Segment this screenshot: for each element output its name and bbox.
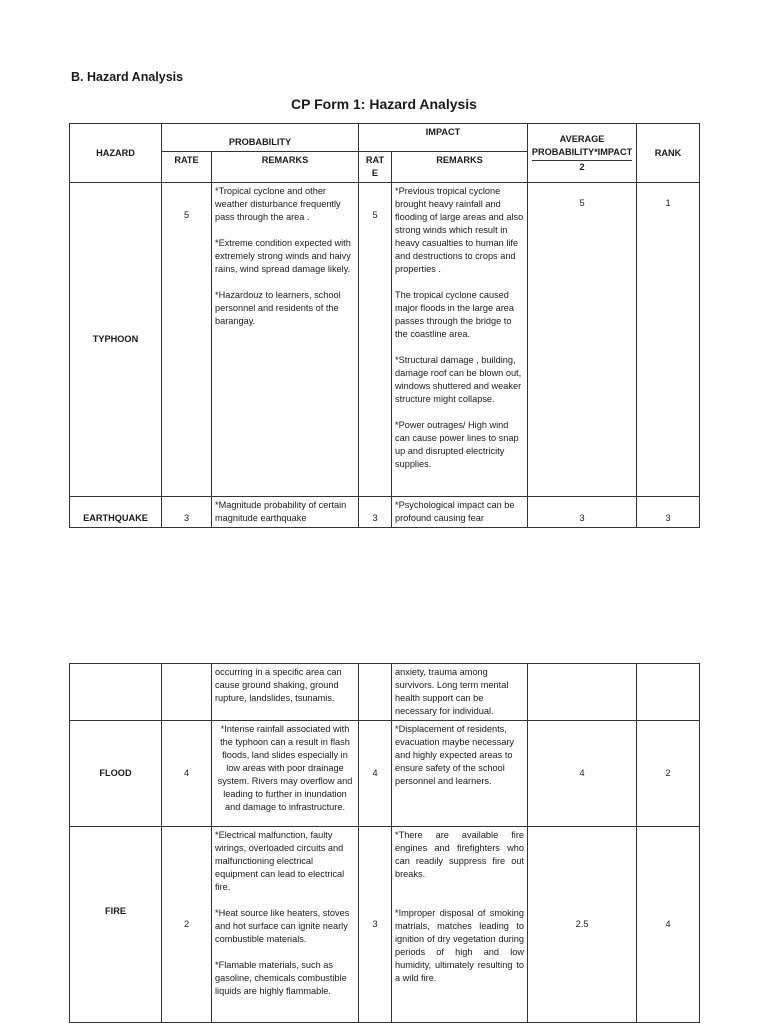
- header-average-label: AVERAGE: [559, 133, 605, 144]
- rank-value: 2: [637, 721, 700, 827]
- impact-remarks: *Psychological impact can be profound causing fear: [392, 497, 528, 528]
- average-value: 2.5: [528, 827, 637, 1023]
- impact-rate: 4: [359, 721, 392, 827]
- impact-remarks: *Previous tropical cyclone brought heavy rainfall and flooding of large areas and also strong winds which result in heavy casualties to human life and destructions to crops and properties . The tropical cyclone caused major floods in the large area passes through the bridge to the coastline area. *Structural damage , building, damage roof can be blown out, windows shuttered and weaker structure might collapse. *Power outrages/ High wind can cause power lines to snap up and disrupted electricity supplies.: [392, 183, 528, 497]
- probability-remarks: *Electrical malfunction, faulty wirings, overloaded circuits and malfunctioning electrical equipment can lead to electrical fire. *Heat source like heaters, stoves and hot surface can ignite nearly combustible materials. *Flamable materials, such as gasoline, chemicals combustible liquids are highly flammable.: [212, 827, 359, 1023]
- probability-remarks: *Magnitude probability of certain magnitude earthquake: [212, 497, 359, 528]
- impact-rate: 3: [359, 497, 392, 528]
- impact-remarks: *There are available fire engines and firefighters who can readily suppress fire out breaks. *Improper disposal of smoking matrials, matches leading to ignition of dry vegetation during periods of high and low humidity, ultimately resulting to a wild fire.: [392, 827, 528, 1023]
- rank-value: 4: [637, 827, 700, 1023]
- section-heading: B. Hazard Analysis: [71, 70, 184, 84]
- impact-remarks: anxiety, trauma among survivors. Long term mental health support can be necessary for individual.: [392, 664, 528, 721]
- impact-rate: 3: [359, 827, 392, 1023]
- probability-rate: 2: [162, 827, 212, 1023]
- hazard-name: TYPHOON: [70, 183, 162, 497]
- table-row-earthquake-continued: [70, 664, 700, 721]
- probability-remarks: *Intense rainfall associated with the typhoon can a result in flash floods, land slides especially in low areas with poor drainage system. Rivers may overflow and leading to further in inundation and damage to infrastructure.: [212, 721, 359, 827]
- average-value: 3: [528, 497, 637, 528]
- rank-value: 3: [637, 497, 700, 528]
- probability-rate: 5: [162, 183, 212, 497]
- average-value: 5: [528, 183, 637, 497]
- header-impact-rate: RAT E: [359, 152, 392, 183]
- rank-value: 1: [637, 183, 700, 497]
- header-average: [528, 124, 637, 183]
- probability-rate: 3: [162, 497, 212, 528]
- table-row-typhoon: [70, 183, 700, 497]
- header-probability: PROBABILITY: [162, 124, 359, 152]
- impact-rate: 5: [359, 183, 392, 497]
- header-hazard: HAZARD: [70, 124, 162, 183]
- header-prob-remarks: REMARKS: [212, 152, 359, 183]
- average-value: 4: [528, 721, 637, 827]
- header-average-formula: PROBABILITY*IMPACT: [532, 146, 632, 161]
- hazard-name: FIRE: [70, 827, 162, 1023]
- table-row-earthquake: [70, 497, 700, 528]
- hazard-name: EARTHQUAKE: [70, 497, 162, 528]
- hazard-analysis-table-part-2: [69, 663, 700, 1023]
- header-impact: IMPACT: [359, 124, 528, 152]
- table-row-flood: [70, 721, 700, 827]
- header-rank: RANK: [637, 124, 700, 183]
- hazard-analysis-table-part-1: [69, 123, 700, 528]
- impact-remarks: *Displacement of residents, evacuation maybe necessary and highly expected areas to ensure safety of the school personnel and learners.: [392, 721, 528, 827]
- form-title: CP Form 1: Hazard Analysis: [291, 96, 477, 112]
- header-average-divisor: 2: [579, 161, 585, 172]
- header-impact-remarks: REMARKS: [392, 152, 528, 183]
- header-prob-rate: RATE: [162, 152, 212, 183]
- probability-remarks: *Tropical cyclone and other weather disturbance frequently pass through the area . *Extreme condition expected with extremely strong winds and haivy rains, wind spread damage likely. *Hazardouz to learners, school personnel and residents of the barangay.: [212, 183, 359, 497]
- table-row-fire: [70, 827, 700, 1023]
- probability-remarks: occurring in a specific area can cause ground shaking, ground rupture, landslides, tsunamis.: [212, 664, 359, 721]
- probability-rate: 4: [162, 721, 212, 827]
- hazard-name: FLOOD: [70, 721, 162, 827]
